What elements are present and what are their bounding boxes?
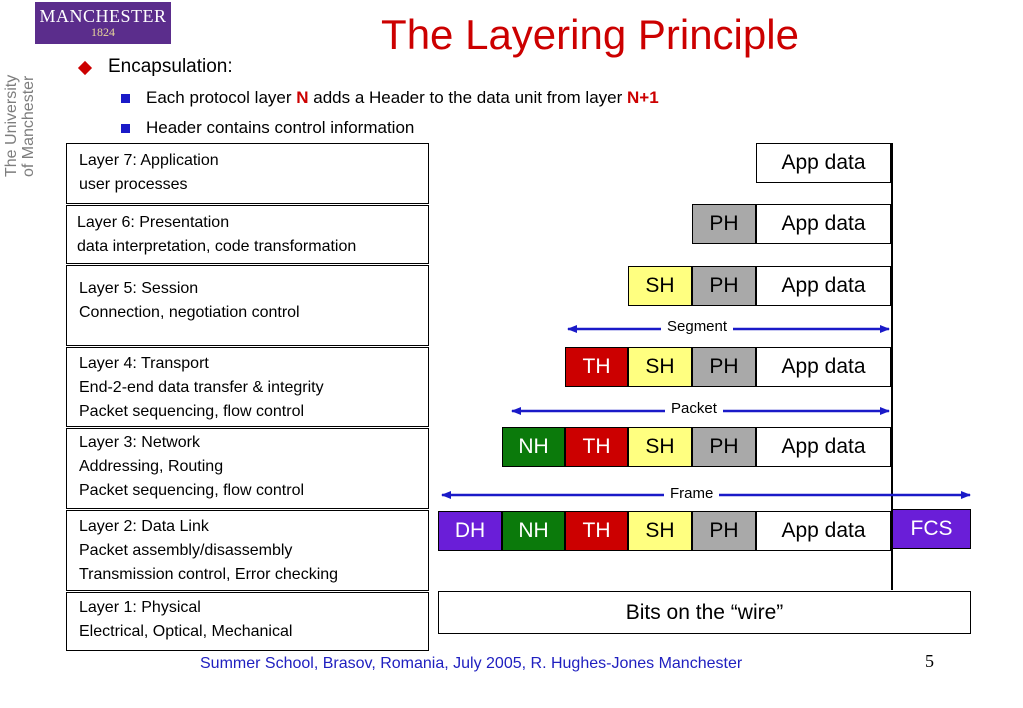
layer-desc: Addressing, Routing: [79, 458, 224, 475]
app-data-cell: App data: [756, 143, 891, 183]
sh-header-cell: SH: [628, 266, 692, 306]
layer-name: Layer 1: Physical: [79, 599, 201, 616]
app-data-cell: App data: [756, 204, 891, 244]
frame-label: Frame: [664, 485, 719, 502]
slide-title: The Layering Principle: [381, 11, 799, 58]
app-data-cell: App data: [756, 511, 891, 551]
app-data-cell: App data: [756, 266, 891, 306]
university-line1: The University: [3, 74, 20, 177]
layer-name: Layer 4: Transport: [79, 355, 209, 372]
bullet-encapsulation: Encapsulation:: [108, 56, 233, 77]
dh-header-cell: DH: [438, 511, 502, 551]
layer-desc: End-2-end data transfer & integrity: [79, 379, 324, 396]
segment-label: Segment: [661, 318, 733, 335]
layer-desc-2: Packet sequencing, flow control: [79, 403, 305, 420]
sh-header-cell: SH: [628, 511, 692, 551]
sh-header-cell: SH: [628, 347, 692, 387]
layer-name: Layer 3: Network: [79, 434, 200, 451]
layer-desc: Packet assembly/disassembly: [79, 542, 293, 559]
ph-header-cell: PH: [692, 347, 756, 387]
logo-text: MANCHESTER: [39, 6, 167, 26]
layer-n-plus-1: N+1: [627, 88, 659, 107]
fcs-trailer-cell: FCS: [892, 509, 971, 549]
footer-text: Summer School, Brasov, Romania, July 2005, R. Hughes-Jones Manchester: [200, 655, 743, 672]
ph-header-cell: PH: [692, 204, 756, 244]
layer-name: Layer 5: Session: [79, 280, 199, 297]
app-data-cell: App data: [756, 347, 891, 387]
sh-header-cell: SH: [628, 427, 692, 467]
bits-on-wire-box: Bits on the “wire”: [438, 591, 971, 634]
ph-header-cell: PH: [692, 511, 756, 551]
layer-desc: Connection, negotiation control: [79, 304, 300, 321]
bullet-control-info: Header contains control information: [146, 118, 415, 137]
nh-header-cell: NH: [502, 511, 565, 551]
packet-label: Packet: [665, 400, 723, 417]
layer-name: Layer 2: Data Link: [79, 518, 209, 535]
ph-header-cell: PH: [692, 266, 756, 306]
page-number: 5: [925, 651, 934, 671]
nh-header-cell: NH: [502, 427, 565, 467]
layer-desc: user processes: [79, 176, 188, 193]
layer-desc: Electrical, Optical, Mechanical: [79, 623, 293, 640]
ph-header-cell: PH: [692, 427, 756, 467]
logo-year: 1824: [91, 25, 115, 39]
bullet-text-pre: Each protocol layer: [146, 88, 297, 107]
layer-desc-2: Transmission control, Error checking: [79, 566, 339, 583]
university-line2: of Manchester: [20, 75, 37, 177]
bullet-text-mid: adds a Header to the data unit from layer: [308, 88, 627, 107]
layer-desc-2: Packet sequencing, flow control: [79, 482, 305, 499]
th-header-cell: TH: [565, 427, 628, 467]
layer-desc: data interpretation, code transformation: [77, 238, 357, 255]
layer-n: N: [296, 88, 309, 107]
layer-name: Layer 6: Presentation: [77, 214, 230, 231]
app-data-cell: App data: [756, 427, 891, 467]
th-header-cell: TH: [565, 347, 628, 387]
layer-name: Layer 7: Application: [79, 152, 219, 169]
th-header-cell: TH: [565, 511, 628, 551]
